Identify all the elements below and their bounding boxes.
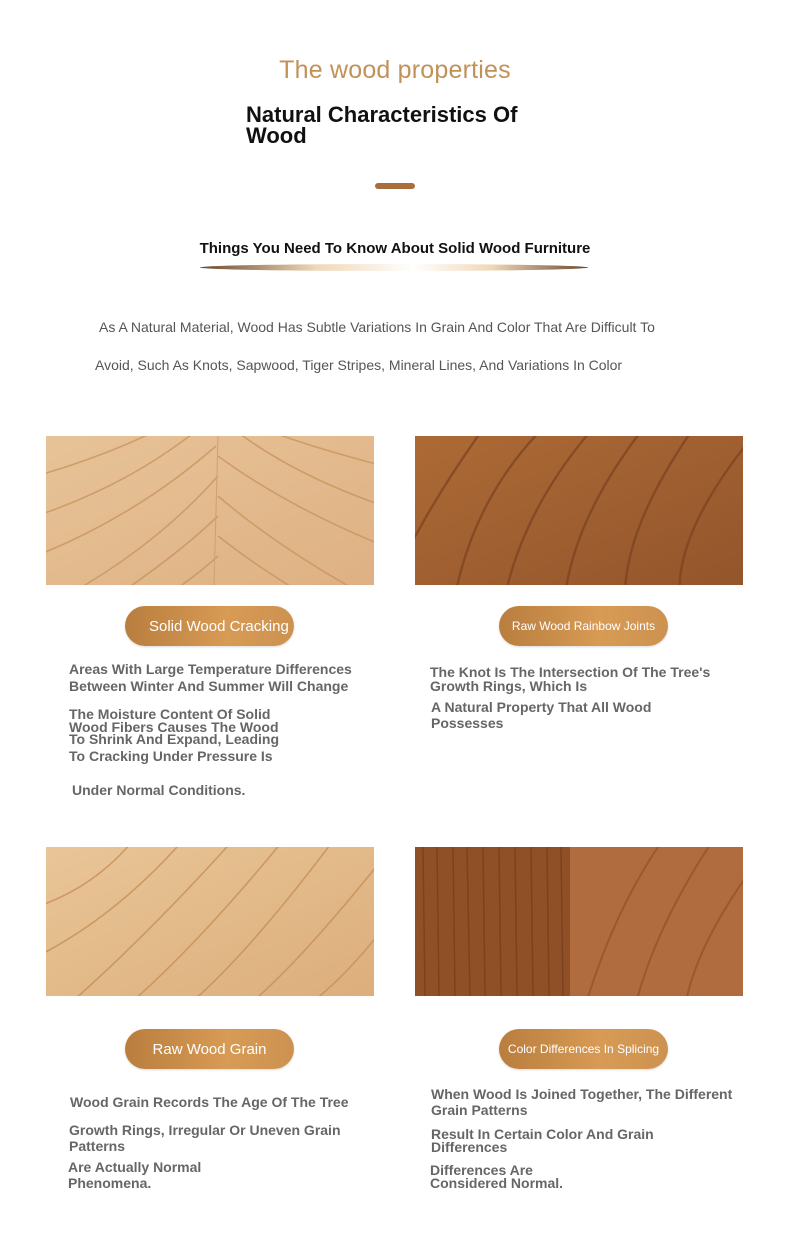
grain-text-line: Patterns: [69, 1138, 126, 1154]
rainbow-joints-badge: Raw Wood Rainbow Joints: [499, 606, 668, 646]
splicing-text-line: Differences Are: [430, 1162, 533, 1178]
cracking-text-line: Areas With Large Temperature Differences: [69, 661, 352, 677]
grain-text-line: Growth Rings, Irregular Or Uneven Grain: [69, 1122, 341, 1138]
cracking-text-line: Under Normal Conditions.: [72, 782, 246, 798]
cracking-text-line: Wood Fibers Causes The Wood: [69, 719, 279, 735]
section-subheading: Things You Need To Know About Solid Wood Furniture: [199, 240, 591, 257]
cracking-text-line: To Shrink And Expand, Leading: [69, 731, 280, 747]
wood-splicing-photo: [415, 847, 743, 996]
cracking-text-line: The Moisture Content Of Solid: [69, 706, 271, 722]
wood-grain-photo: [46, 847, 374, 996]
grain-text-line: Phenomena.: [68, 1175, 152, 1191]
raw-wood-grain-badge: Raw Wood Grain: [125, 1029, 294, 1069]
grain-text-line: Are Actually Normal: [68, 1159, 202, 1175]
solid-wood-cracking-badge: Solid Wood Cracking: [125, 606, 294, 646]
page-title: Natural Characteristics Of Wood: [246, 102, 518, 148]
cracking-text-line: To Cracking Under Pressure Is: [69, 748, 273, 764]
subheading-underline: [200, 264, 588, 271]
splicing-text-line: Result In Certain Color And Grain: [431, 1126, 654, 1142]
color-differences-badge: Color Differences In Splicing: [499, 1029, 668, 1069]
title-underline: [375, 183, 415, 189]
wood-cracking-photo: [46, 436, 374, 585]
splicing-text-line: When Wood Is Joined Together, The Different: [431, 1086, 733, 1102]
section-eyebrow: The wood properties: [279, 56, 511, 84]
rainbow-text-line: Possesses: [431, 715, 504, 731]
wood-rainbow-joint-photo: [415, 436, 743, 585]
grain-text-line: Wood Grain Records The Age Of The Tree: [70, 1094, 349, 1110]
splicing-text-line: Considered Normal.: [430, 1175, 564, 1191]
splicing-text-line: Differences: [431, 1139, 508, 1155]
rainbow-text-line: The Knot Is The Intersection Of The Tree's: [430, 664, 711, 680]
cracking-text-line: Between Winter And Summer Will Change: [69, 678, 349, 694]
rainbow-text-line: A Natural Property That All Wood: [431, 699, 652, 715]
intro-line-1: As A Natural Material, Wood Has Subtle Variations In Grain And Color That Are Difficult To: [99, 319, 655, 335]
rainbow-text-line: Growth Rings, Which Is: [430, 678, 588, 694]
intro-line-2: Avoid, Such As Knots, Sapwood, Tiger Stripes, Mineral Lines, And Variations In Color: [95, 357, 623, 373]
splicing-text-line: Grain Patterns: [431, 1102, 528, 1118]
